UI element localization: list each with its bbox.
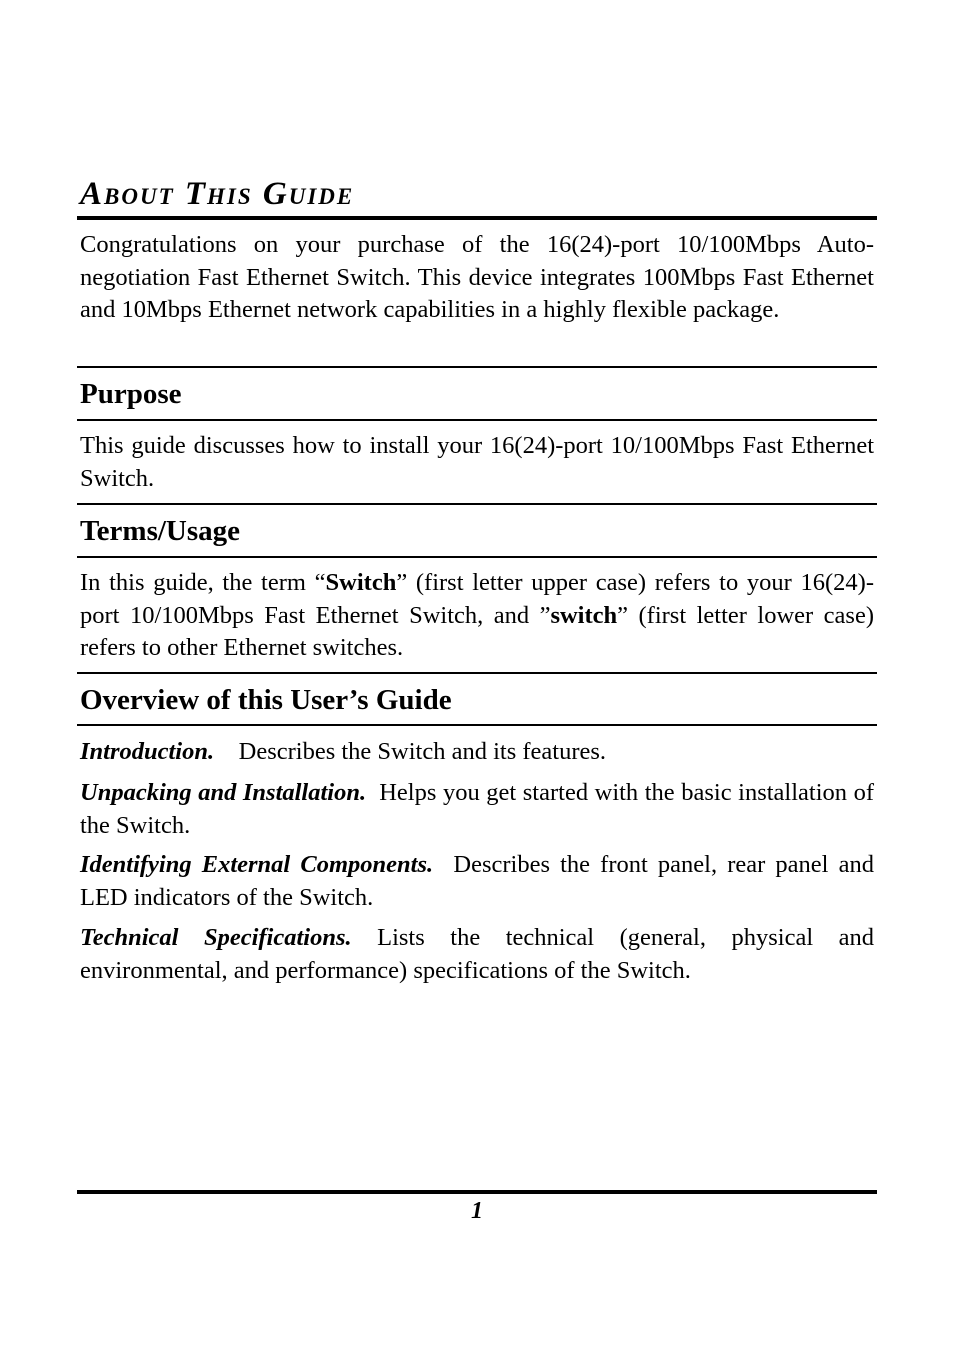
purpose-heading: Purpose	[80, 378, 182, 410]
term-switch-lower: switch	[550, 601, 618, 629]
page-title: About This Guide	[80, 176, 355, 212]
term-switch-upper: Switch	[325, 569, 397, 596]
overview-item-introduction: Introduction. Describes the Switch and its features.	[80, 738, 607, 765]
heading-rule	[77, 419, 877, 421]
footer-rule	[77, 1190, 877, 1194]
overview-heading: Overview of this User’s Guide	[80, 684, 452, 716]
overview-item-specifications: Technical Specifications. Lists the technical (general, physical and environmental, and performance) specifications of the Switch.	[80, 924, 875, 984]
heading-rule	[77, 724, 877, 726]
purpose-paragraph: This guide discusses how to install your 16(24)-port 10/100Mbps Fast Ethernet Switch.	[80, 432, 874, 492]
overview-item-components: Identifying External Components. Describes the front panel, rear panel and LED indicators of the Switch.	[80, 851, 874, 911]
title-rule	[77, 216, 877, 220]
terms-heading: Terms/Usage	[80, 515, 241, 547]
page-number: 1	[471, 1198, 483, 1224]
section-divider	[77, 503, 877, 505]
terms-paragraph: In this guide, the term “Switch” (first letter upper case) refers to your 16(24)-port 10/100Mbps Fast Ethernet Switch, and ”switch” (first letter lower case) refers to other Ethernet switches.	[80, 569, 874, 661]
overview-item-unpacking: Unpacking and Installation. Helps you get started with the basic installation of the Switch.	[80, 779, 874, 839]
heading-rule	[77, 556, 877, 558]
intro-paragraph: Congratulations on your purchase of the 16(24)-port 10/100Mbps Auto-negotiation Fast Ethernet Switch. This device integrates 100Mbps Fast Ethernet and 10Mbps Ethernet network capabilities in a highly flexible package.	[80, 231, 874, 323]
section-divider	[77, 672, 877, 674]
section-divider	[77, 366, 877, 368]
